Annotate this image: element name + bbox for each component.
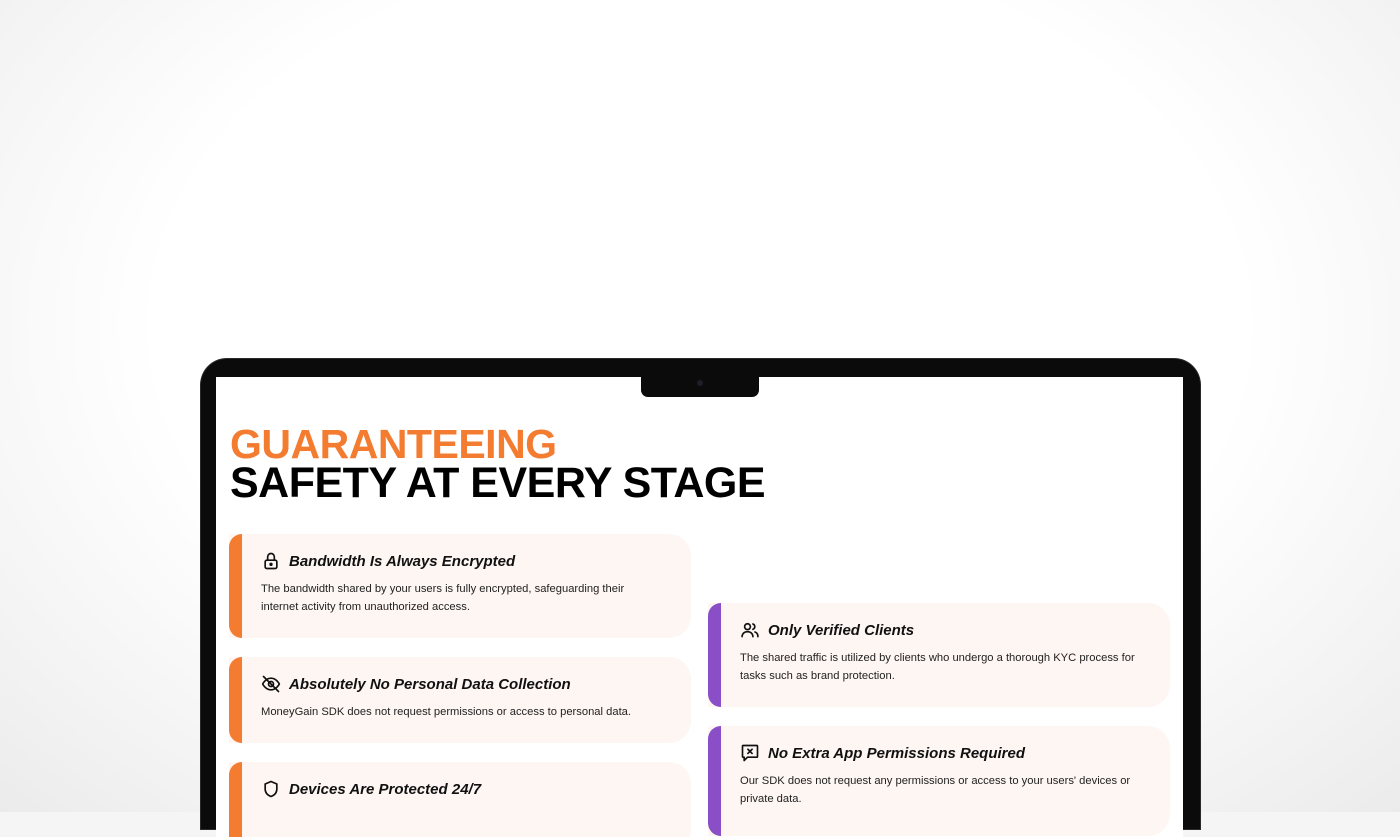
feature-card-title — [261, 674, 661, 694]
section-headline — [230, 421, 766, 507]
users-icon — [740, 620, 760, 640]
feature-description: Our SDK does not request any permissions or access to your users' devices or private data. — [740, 775, 1131, 805]
feature-title-text: Absolutely No Personal Data Collection — [289, 675, 571, 693]
feature-title-text: No Extra App Permissions Required — [768, 744, 1026, 762]
feature-title-text: Only Verified Clients — [768, 621, 915, 639]
feature-card-title — [740, 743, 1140, 763]
laptop-notch — [641, 376, 759, 397]
feature-card-verified-clients — [708, 603, 1170, 707]
feature-card-title — [261, 551, 661, 571]
headline-highlight: GUARANTEEING — [230, 421, 557, 467]
laptop-frame — [201, 359, 1200, 829]
feature-title-text: Bandwidth Is Always Encrypted — [289, 552, 516, 570]
feature-card-title — [740, 620, 1140, 640]
feature-description: The bandwidth shared by your users is fully encrypted, safeguarding their internet activity from unauthorized access. — [261, 583, 625, 613]
feature-card-title — [261, 779, 661, 799]
headline-main: SAFETY AT EVERY STAGE — [230, 459, 766, 507]
feature-card-device-protection — [229, 762, 691, 837]
feature-title-text: Devices Are Protected 24/7 — [289, 780, 482, 798]
feature-description: MoneyGain SDK does not request permissions or access to personal data. — [261, 706, 632, 718]
laptop-screen — [216, 377, 1183, 837]
feature-card-no-data-collection — [229, 657, 691, 743]
feature-description: The shared traffic is utilized by clients who undergo a thorough KYC process for tasks such as brand protection. — [740, 652, 1135, 682]
eye-off-icon — [261, 674, 281, 694]
feature-card-encryption — [229, 534, 691, 638]
feature-card-no-permissions — [708, 726, 1170, 836]
camera-icon — [697, 380, 703, 386]
shield-icon — [261, 779, 281, 799]
lock-icon — [261, 551, 281, 571]
message-x-icon — [740, 743, 760, 763]
